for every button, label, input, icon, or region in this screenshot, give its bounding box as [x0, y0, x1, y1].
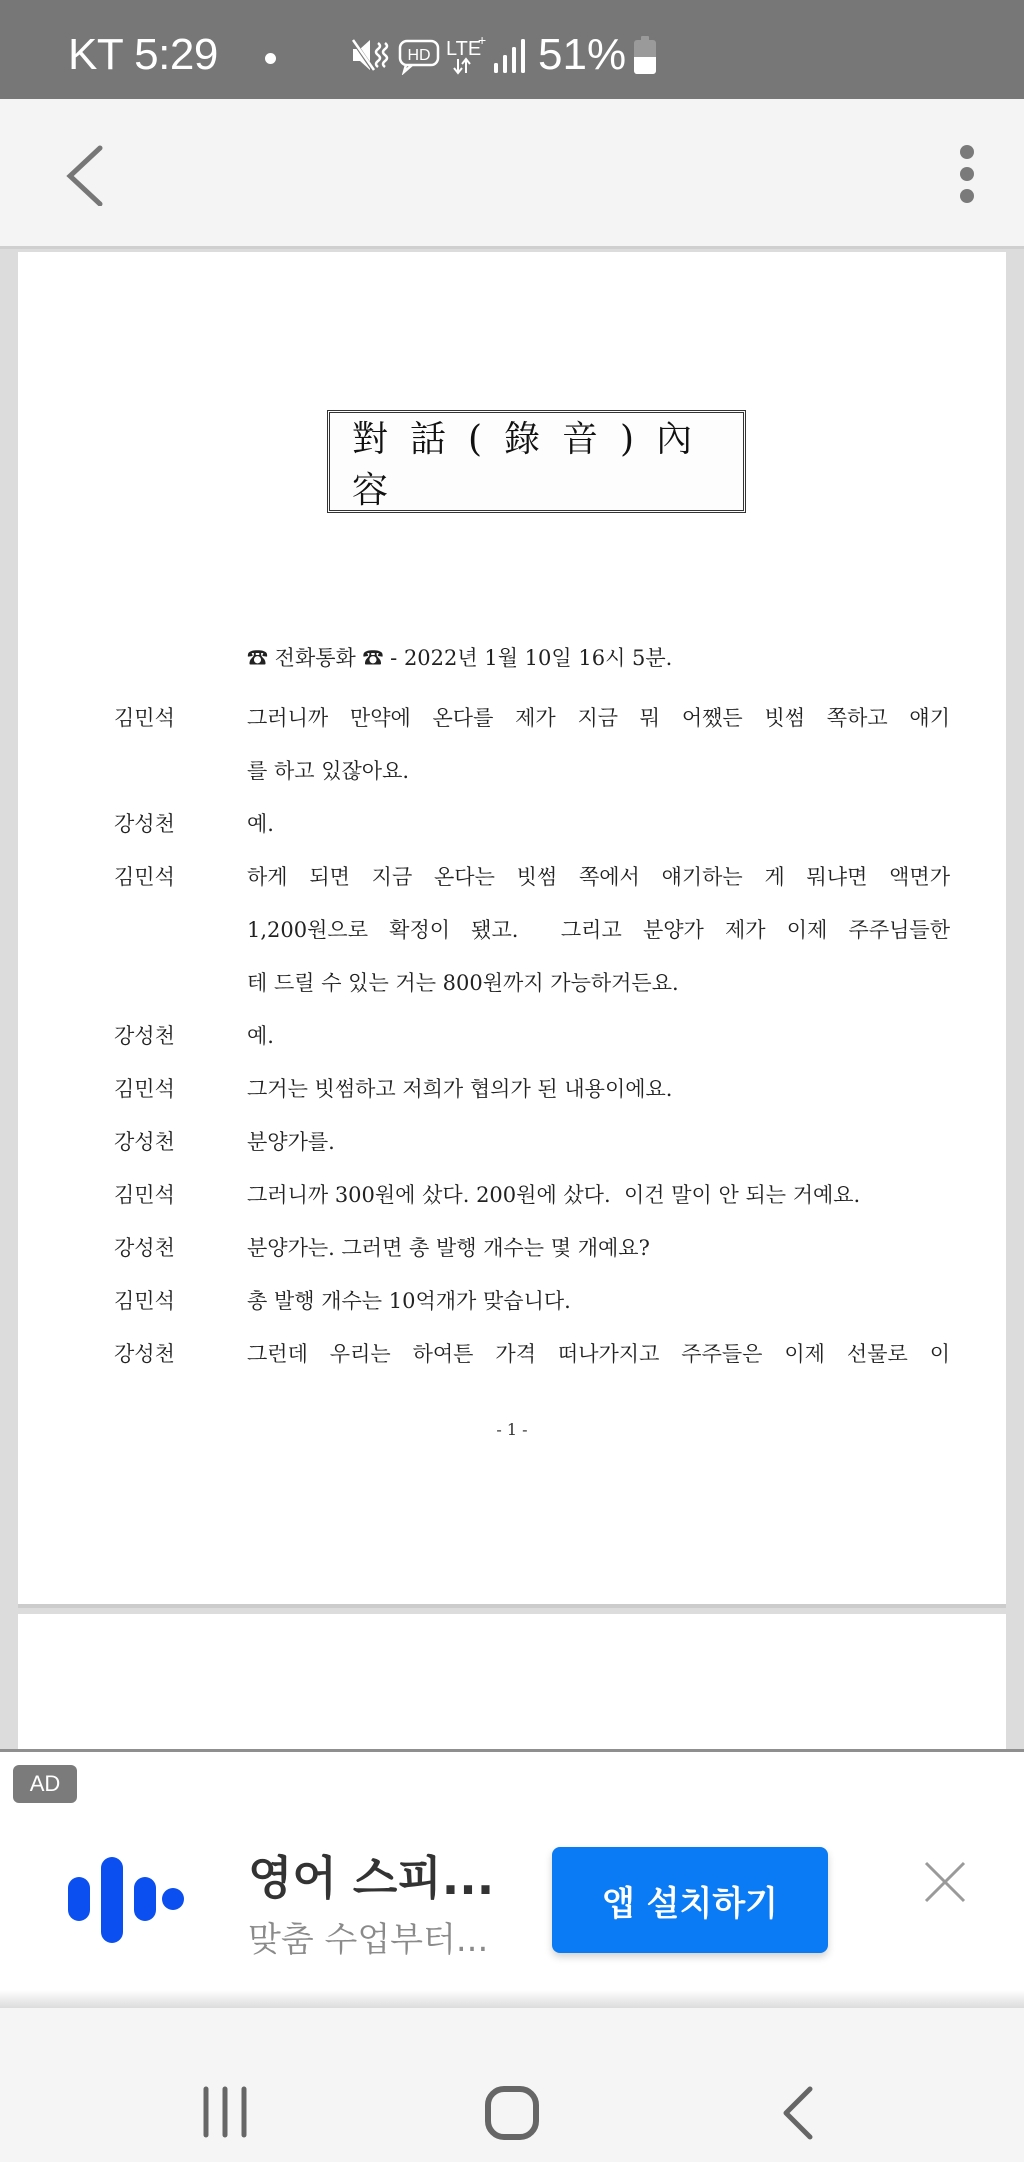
utterance: 그러니까 300원에 샀다. 200원에 샀다. 이건 말이 안 되는 거예요. [247, 1183, 861, 1207]
ad-shadow [0, 1990, 1024, 2010]
utterance: 예. [247, 1024, 274, 1048]
page-number: - 1 - [496, 1420, 528, 1439]
utterance: 그러니까 만약에 온다를 제가 지금 뭐 어쨌든 빗썸 쪽하고 얘기 를 하고 있잖아요. [247, 706, 950, 783]
call-header: ☎ 전화통화 ☎ - 2022년 1월 10일 16시 5분. [247, 646, 673, 670]
back-icon [778, 2086, 818, 2140]
dialogue-row [114, 1275, 950, 1328]
utterance: 분양가를. [247, 1130, 335, 1154]
ad-title[interactable]: 영어 스피... [248, 1851, 495, 1905]
signal-icon [492, 35, 526, 75]
app-bar [0, 99, 1024, 249]
system-nav-bar [0, 2008, 1024, 2162]
recents-icon [200, 2086, 250, 2138]
document-viewer[interactable] [0, 252, 1024, 1749]
utterance: 예. [247, 812, 274, 836]
dialogue-row [114, 1063, 950, 1116]
dialogue-list [114, 692, 950, 1381]
recents-button[interactable] [200, 2086, 250, 2138]
install-app-button[interactable]: 앱 설치하기 [552, 1847, 828, 1953]
speaker: 강성천 [114, 1130, 175, 1154]
close-ad-button[interactable] [922, 1859, 968, 1905]
ad-logo-icon [66, 1857, 186, 1947]
document-title: 對話(錄音)內容 [352, 418, 715, 511]
more-options-button[interactable] [950, 143, 984, 205]
svg-text:LTE: LTE [446, 38, 482, 60]
utterance: 그거는 빗썸하고 저희가 협의가 된 내용이에요. [247, 1077, 673, 1101]
utterance: 총 발행 개수는 10억개가 맞습니다. [247, 1289, 571, 1313]
dialogue-row [114, 1222, 950, 1275]
speaker: 김민석 [114, 1183, 175, 1207]
nav-back-button[interactable] [778, 2086, 818, 2140]
speaker: 김민석 [114, 865, 175, 889]
svg-text:HD: HD [407, 47, 431, 64]
speaker: 강성천 [114, 1024, 175, 1048]
document-page [18, 252, 1006, 1608]
dialogue-row [114, 1169, 950, 1222]
svg-text:+: + [478, 33, 486, 48]
notification-dot-icon [265, 53, 276, 64]
carrier-time: KT 5:29 [68, 30, 218, 79]
ad-subtitle[interactable]: 맞춤 수업부터... [248, 1920, 489, 1960]
document-title-box [327, 410, 746, 513]
dialogue-row [114, 1116, 950, 1169]
status-bar [0, 0, 1024, 99]
chevron-left-icon [56, 142, 116, 206]
next-document-page [18, 1614, 1006, 1749]
speaker: 김민석 [114, 1077, 175, 1101]
battery-percent: 51% [538, 30, 627, 79]
mute-vibrate-icon [350, 35, 392, 75]
speaker: 강성천 [114, 812, 175, 836]
close-icon [922, 1859, 968, 1905]
speaker: 강성천 [114, 1236, 175, 1260]
more-vertical-icon [960, 145, 974, 159]
hd-voice-icon [398, 35, 440, 75]
dialogue-row [114, 692, 950, 798]
ad-banner[interactable] [0, 1749, 1024, 2005]
home-button[interactable] [484, 2086, 540, 2140]
lte-plus-icon [446, 33, 486, 77]
dialogue-row [114, 798, 950, 851]
speaker: 김민석 [114, 706, 175, 730]
utterance: 그런데 우리는 하여튼 가격 떠나가지고 주주들은 이제 선물로 이 [247, 1342, 950, 1366]
utterance: 분양가는. 그러면 총 발행 개수는 몇 개예요? [247, 1236, 650, 1260]
utterance: 하게 되면 지금 온다는 빗썸 쪽에서 얘기하는 게 뭐냐면 액면가 1,200원으로 확정이 됐고. 그리고 분양가 제가 이제 주주님들한 테 드릴 수 있는 거는 800원까지 가능하거든요. [247, 865, 950, 995]
dialogue-row [114, 1010, 950, 1063]
ad-badge: AD [13, 1765, 77, 1803]
speaker: 강성천 [114, 1342, 175, 1366]
status-icons [350, 30, 656, 80]
speaker: 김민석 [114, 1289, 175, 1313]
dialogue-row [114, 851, 950, 1010]
home-icon [484, 2086, 540, 2140]
back-button[interactable] [56, 142, 116, 206]
battery-icon [634, 36, 656, 74]
dialogue-row [114, 1328, 950, 1381]
